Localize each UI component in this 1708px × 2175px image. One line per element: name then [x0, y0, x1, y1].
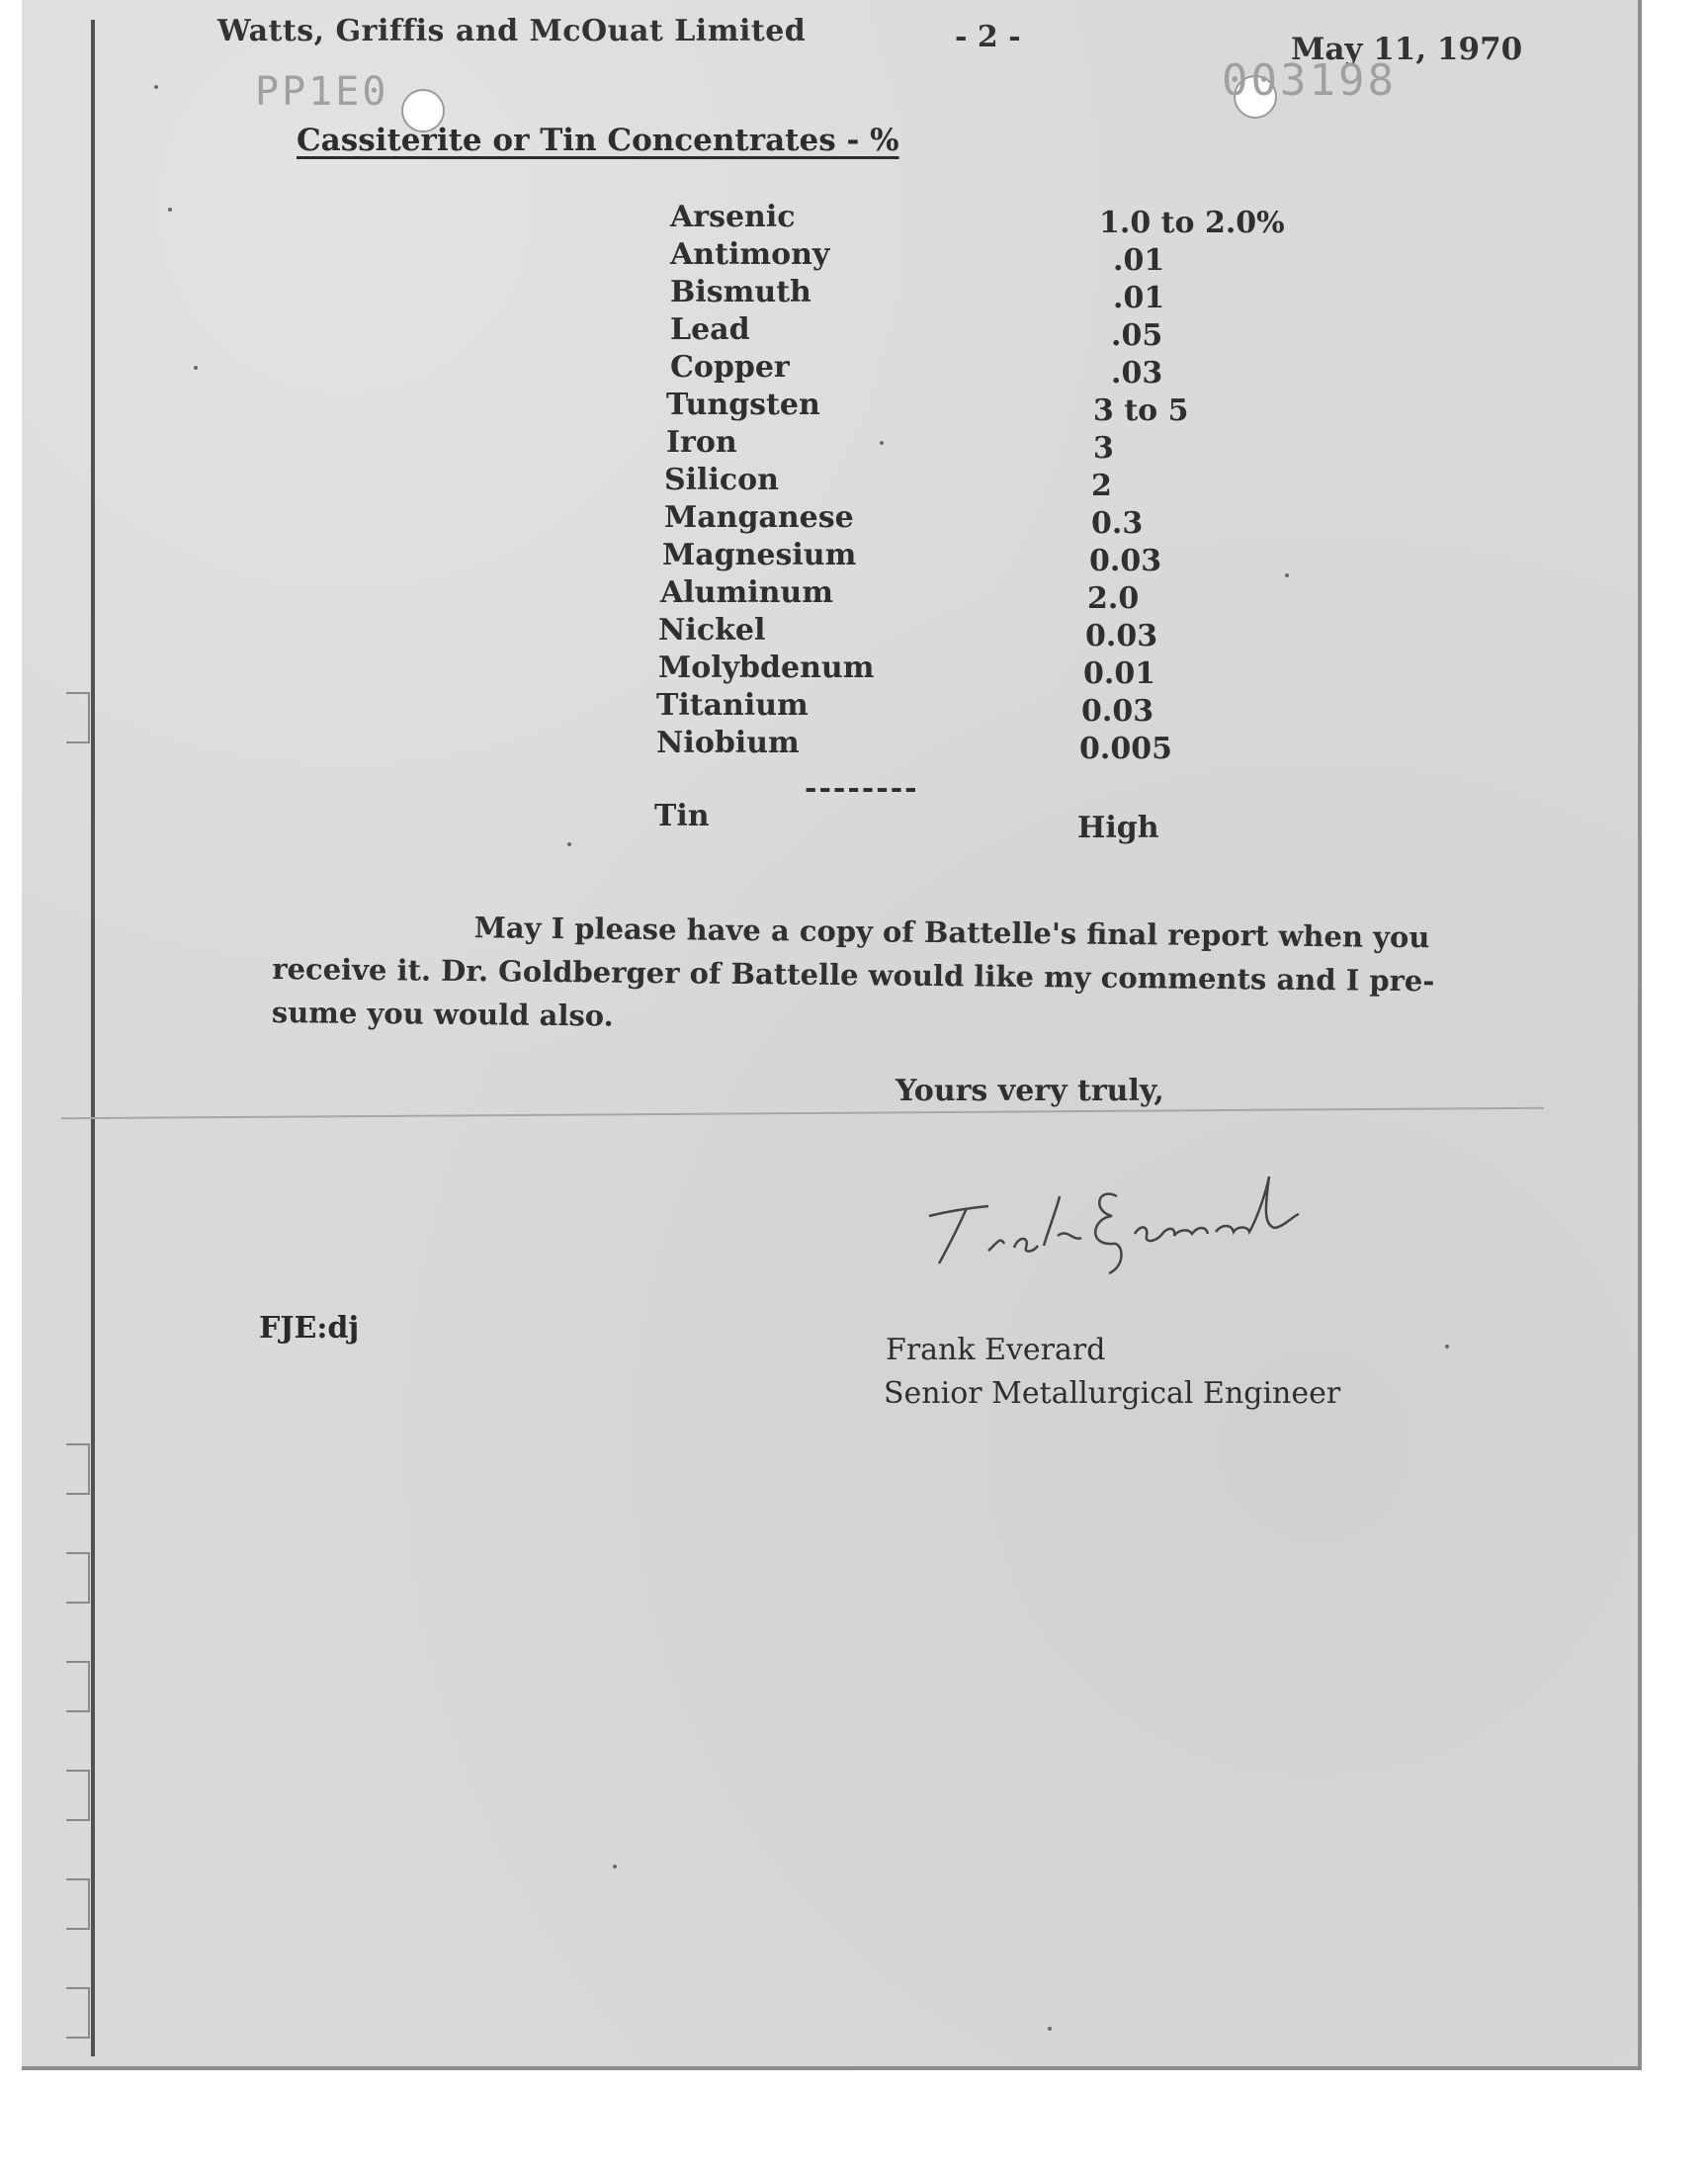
signer-title: Senior Metallurgical Engineer — [884, 1376, 1341, 1411]
page-number: - 2 - — [955, 20, 1021, 54]
table-row — [654, 538, 1346, 578]
binding-tick — [66, 1443, 90, 1495]
body-paragraph: May I please have a copy of Battelle's final report when you receive it. Dr. Goldberger of Battelle would like my comments and I pre-sume you would also. — [271, 911, 1435, 1033]
table-row — [654, 463, 1346, 503]
scan-speck — [1445, 1345, 1449, 1348]
binding-line — [91, 20, 95, 2056]
scan-speck — [880, 441, 884, 445]
element-name: Titanium — [656, 688, 809, 723]
signer-name: Frank Everard — [886, 1333, 1106, 1367]
element-value: .01 — [1113, 243, 1165, 278]
closing-salutation: Yours very truly, — [896, 1074, 1164, 1108]
element-value: 3 — [1093, 431, 1114, 466]
stamp-number-right: 003198 — [1222, 55, 1397, 106]
element-value: .05 — [1111, 318, 1163, 353]
element-name: Lead — [670, 312, 750, 347]
element-value: 0.3 — [1091, 506, 1144, 541]
element-name: Bismuth — [670, 275, 811, 309]
element-name: Iron — [666, 425, 737, 460]
element-value: 0.005 — [1079, 732, 1172, 766]
element-name: Nickel — [658, 613, 766, 648]
table-row — [654, 726, 1346, 766]
scan-speck — [567, 842, 571, 846]
table-row — [654, 575, 1346, 616]
handwritten-signature — [919, 1157, 1364, 1285]
scan-speck — [613, 1865, 617, 1869]
element-value: 1.0 to 2.0% — [1099, 206, 1285, 240]
table-row — [654, 312, 1346, 353]
element-value: 0.01 — [1083, 656, 1156, 691]
element-value: 0.03 — [1089, 544, 1162, 578]
table-row — [654, 425, 1346, 466]
binding-tick — [66, 1661, 90, 1712]
typist-initials: FJE:dj — [259, 1311, 360, 1346]
scan-speck — [1285, 573, 1289, 577]
element-value: 2 — [1091, 469, 1112, 503]
binding-tick — [66, 1987, 90, 2039]
table-row — [654, 200, 1346, 240]
element-name: Magnesium — [662, 538, 857, 572]
element-name: Manganese — [664, 500, 854, 535]
element-value: 2.0 — [1087, 581, 1140, 616]
letter-date: May 11, 1970 — [1291, 32, 1523, 67]
table-row — [654, 275, 1346, 315]
table-row — [654, 613, 1346, 651]
element-value: .03 — [1111, 356, 1163, 391]
scan-speck — [1048, 2027, 1052, 2031]
table-row — [654, 500, 1346, 541]
table-row — [654, 237, 1346, 278]
scan-speck — [168, 208, 172, 212]
table-row — [654, 350, 1346, 391]
scan-speck — [154, 85, 158, 89]
element-value: 0.03 — [1085, 619, 1158, 653]
tin-value: High — [1077, 811, 1159, 845]
composition-table — [654, 200, 1346, 766]
element-value: 3 to 5 — [1093, 393, 1189, 428]
element-name: Niobium — [656, 726, 800, 760]
element-name: Copper — [670, 350, 790, 385]
element-name: Aluminum — [660, 575, 833, 610]
element-name: Tungsten — [666, 388, 820, 422]
letterhead: Watts, Griffis and McOuat Limited — [217, 14, 807, 48]
tin-label: Tin — [654, 799, 710, 833]
section-heading: Cassiterite or Tin Concentrates - % — [297, 123, 899, 158]
table-row — [654, 688, 1346, 729]
element-name: Silicon — [664, 463, 779, 497]
table-row — [654, 651, 1346, 691]
fold-line — [61, 1107, 1544, 1119]
element-name: Molybdenum — [658, 651, 875, 685]
element-name: Arsenic — [670, 200, 796, 234]
binding-tick — [66, 1770, 90, 1821]
table-separator: -------- — [805, 771, 919, 806]
element-value: 0.03 — [1081, 694, 1154, 729]
stamp-number-left: PP1E0 — [255, 69, 389, 115]
scan-speck — [194, 366, 198, 370]
binding-tick — [66, 1878, 90, 1930]
element-name: Antimony — [670, 237, 830, 272]
table-row — [654, 388, 1346, 428]
element-value: .01 — [1113, 281, 1165, 315]
binding-tick — [66, 692, 90, 743]
binding-tick — [66, 1552, 90, 1604]
